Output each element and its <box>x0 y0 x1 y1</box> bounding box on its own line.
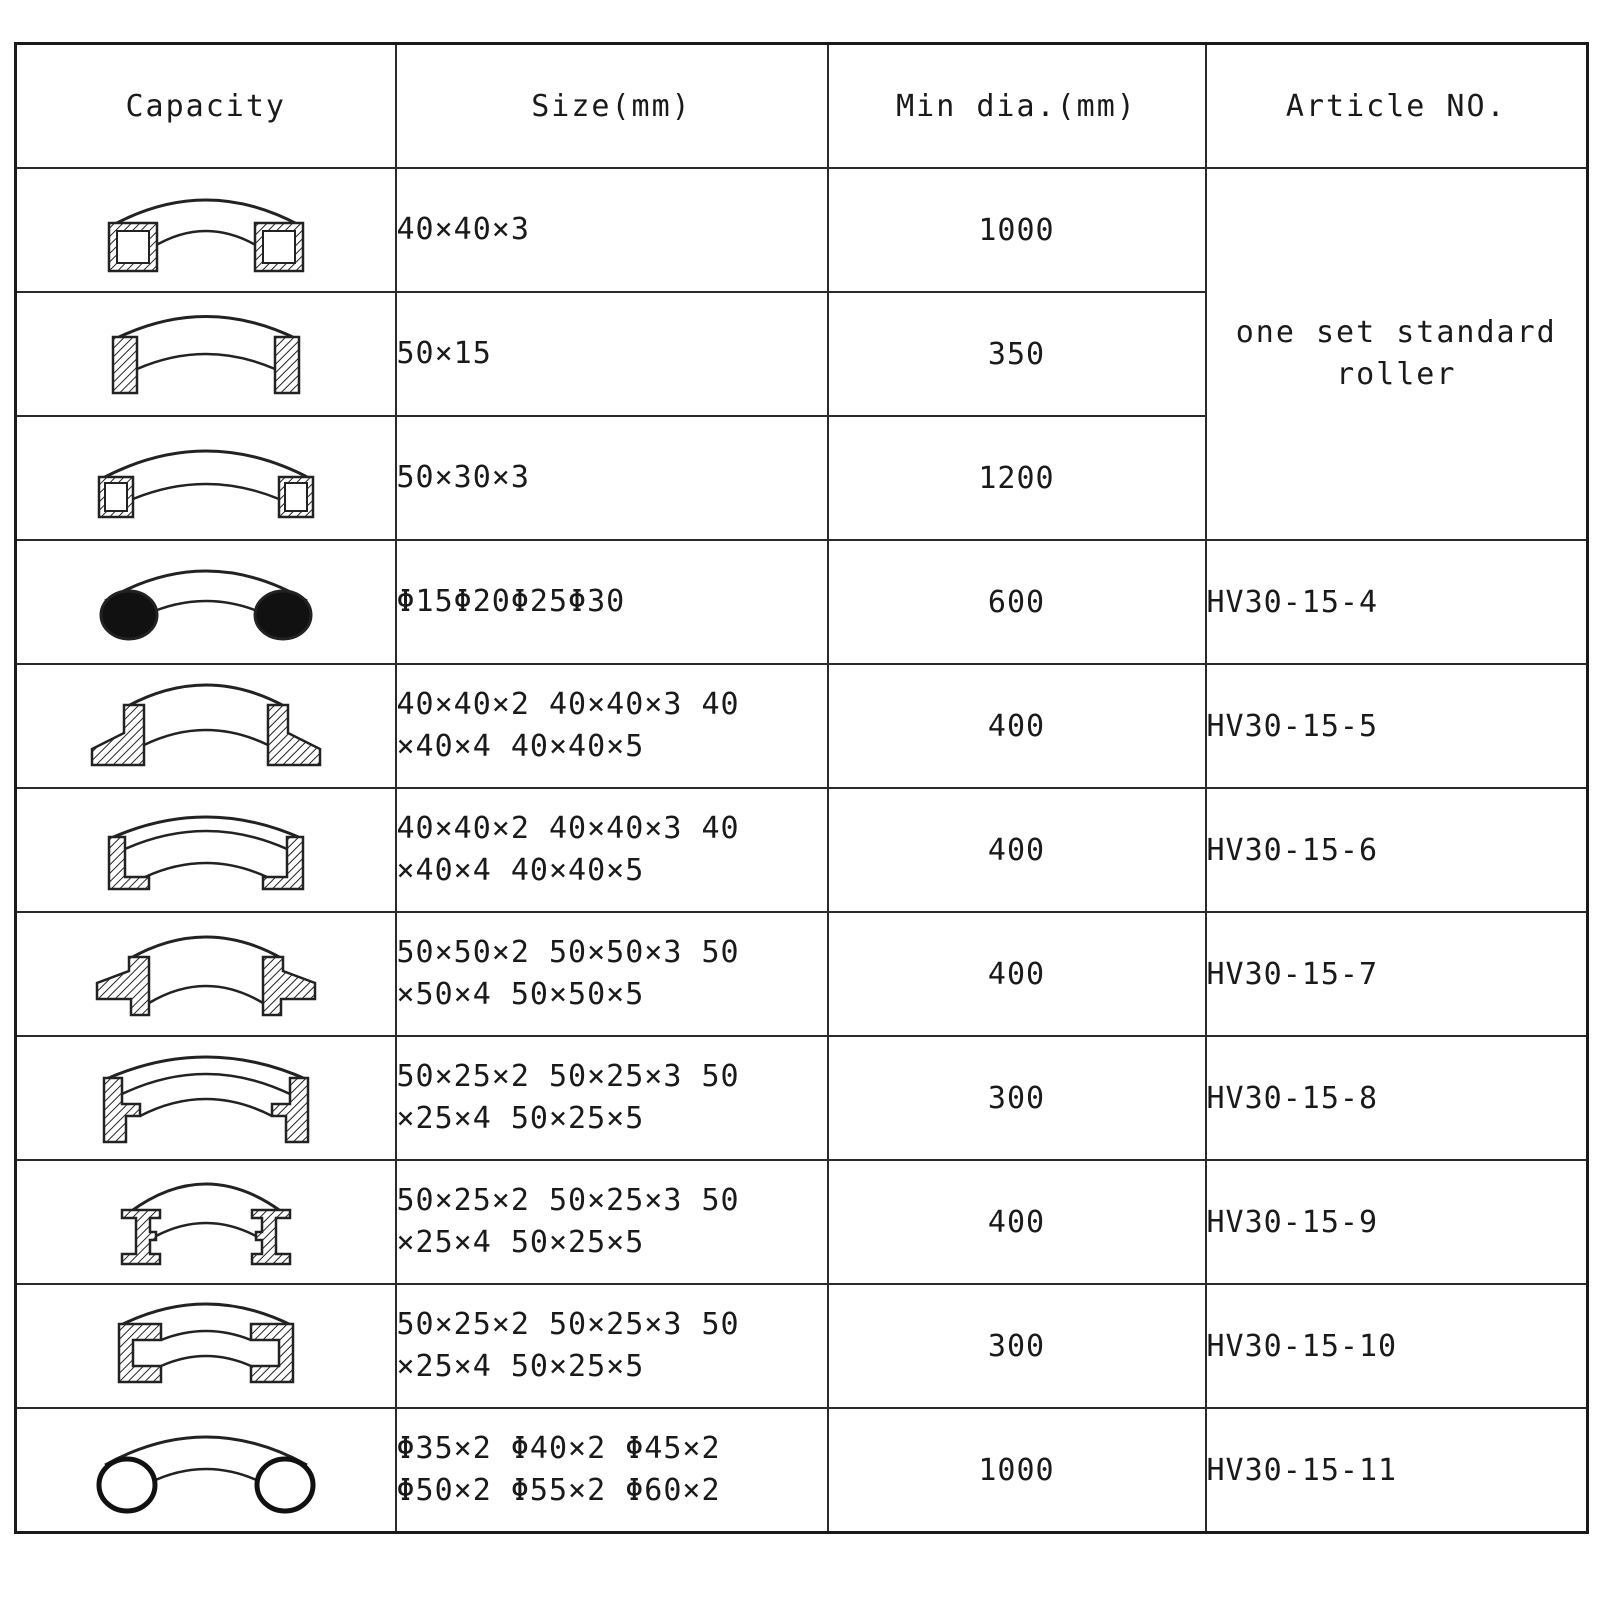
capacity-cell <box>16 912 396 1036</box>
capacity-cell <box>16 788 396 912</box>
angle-profile-icon <box>101 805 311 895</box>
header-size: Size(mm) <box>396 44 828 169</box>
article-cell: HV30-15-6 <box>1206 788 1588 912</box>
min-dia-cell: 350 <box>828 292 1206 416</box>
size-cell: 40×40×2 40×40×3 40 ×40×4 40×40×5 <box>396 664 828 788</box>
capacity-cell <box>16 1408 396 1533</box>
square-tube-profile-icon <box>101 185 311 275</box>
min-dia-cell: 400 <box>828 664 1206 788</box>
size-cell: 50×15 <box>396 292 828 416</box>
table-row <box>16 168 1588 292</box>
article-cell: HV30-15-10 <box>1206 1284 1588 1408</box>
capacity-cell <box>16 168 396 292</box>
standard-roller-note: one set standard roller <box>1206 168 1588 540</box>
size-cell: 50×25×2 50×25×3 50 ×25×4 50×25×5 <box>396 1036 828 1160</box>
table-row <box>16 788 1588 912</box>
header-row <box>16 44 1588 169</box>
size-cell: 50×25×2 50×25×3 50 ×25×4 50×25×5 <box>396 1284 828 1408</box>
table-row <box>16 540 1588 664</box>
size-cell: 40×40×2 40×40×3 40 ×40×4 40×40×5 <box>396 788 828 912</box>
size-cell: 50×25×2 50×25×3 50 ×25×4 50×25×5 <box>396 1160 828 1284</box>
size-cell: 50×30×3 <box>396 416 828 540</box>
header-article: Article NO. <box>1206 44 1588 169</box>
min-dia-cell: 400 <box>828 912 1206 1036</box>
i-beam-profile-icon <box>116 1174 296 1270</box>
specification-table <box>14 42 1589 1534</box>
t-bar-profile-icon <box>91 929 321 1019</box>
capacity-cell <box>16 292 396 416</box>
round-bar-profile-icon <box>91 557 321 647</box>
capacity-cell <box>16 1284 396 1408</box>
min-dia-cell: 1200 <box>828 416 1206 540</box>
table-row <box>16 1408 1588 1533</box>
min-dia-cell: 600 <box>828 540 1206 664</box>
min-dia-cell: 300 <box>828 1036 1206 1160</box>
article-cell: HV30-15-8 <box>1206 1036 1588 1160</box>
min-dia-cell: 400 <box>828 788 1206 912</box>
article-cell: HV30-15-4 <box>1206 540 1588 664</box>
size-cell: Φ15Φ20Φ25Φ30 <box>396 540 828 664</box>
min-dia-cell: 400 <box>828 1160 1206 1284</box>
size-cell: 40×40×3 <box>396 168 828 292</box>
header-min-dia: Min dia.(mm) <box>828 44 1206 169</box>
round-tube-profile-icon <box>91 1425 321 1515</box>
header-capacity: Capacity <box>16 44 396 169</box>
angle-profile-icon <box>96 1050 316 1146</box>
min-dia-cell: 300 <box>828 1284 1206 1408</box>
channel-profile-icon <box>111 1296 301 1396</box>
size-cell: Φ35×2 Φ40×2 Φ45×2 Φ50×2 Φ55×2 Φ60×2 <box>396 1408 828 1533</box>
min-dia-cell: 1000 <box>828 168 1206 292</box>
article-cell: HV30-15-7 <box>1206 912 1588 1036</box>
capacity-cell <box>16 664 396 788</box>
min-dia-cell: 1000 <box>828 1408 1206 1533</box>
capacity-cell <box>16 1160 396 1284</box>
article-cell: HV30-15-9 <box>1206 1160 1588 1284</box>
t-bar-profile-icon <box>86 681 326 771</box>
flat-bar-profile-icon <box>101 309 311 399</box>
table-row <box>16 1160 1588 1284</box>
article-cell: HV30-15-11 <box>1206 1408 1588 1533</box>
table-row <box>16 1036 1588 1160</box>
capacity-cell <box>16 416 396 540</box>
rectangular-tube-profile-icon <box>91 433 321 523</box>
table-row <box>16 664 1588 788</box>
size-cell: 50×50×2 50×50×3 50 ×50×4 50×50×5 <box>396 912 828 1036</box>
article-cell: HV30-15-5 <box>1206 664 1588 788</box>
table-row <box>16 1284 1588 1408</box>
capacity-cell <box>16 540 396 664</box>
capacity-cell <box>16 1036 396 1160</box>
table-row <box>16 912 1588 1036</box>
